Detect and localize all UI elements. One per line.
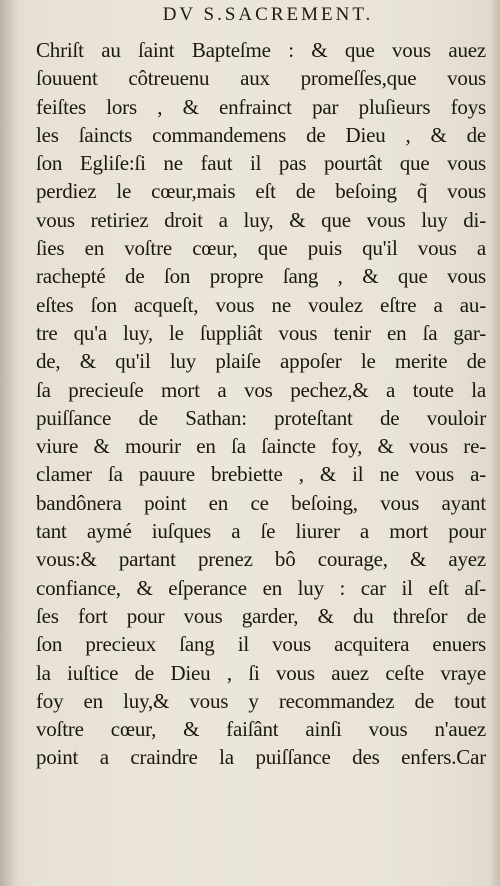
body-text [36, 36, 486, 772]
text-line: les ſaincts commandemens de Dieu , & de [36, 122, 486, 147]
text-line: ſon Egliſe:ſi ne faut il pas pourtât que vous [36, 151, 486, 176]
text-line: perdiez le cœur,mais eſt de beſoing q̃ vous [36, 179, 486, 204]
text-line: la iuſtice de Dieu , ſi vous auez ceſte vraye [36, 660, 486, 685]
text-line: clamer ſa pauure brebiette , & il ne vous a- [36, 462, 486, 487]
text-line: ſies en voſtre cœur, que puis qu'il vous a [36, 236, 486, 261]
text-line: ſouuent côtreuenu aux promeſſes,que vous [36, 66, 486, 91]
text-line: viure & mourir en ſa ſaincte foy, & vous re- [36, 434, 486, 459]
text-line: bandônera point en ce beſoing, vous ayant [36, 490, 486, 515]
text-line: Chriſt au ſaint Bapteſme : & que vous auez [36, 38, 486, 62]
text-line: ſa precieuſe mort a vos pechez,& a toute la [36, 377, 486, 402]
page-edge-shadow [490, 0, 500, 886]
text-line: puiſſance de Sathan: proteſtant de vouloir [36, 405, 486, 430]
text-line: voſtre cœur, & faiſânt ainſi vous n'auez [36, 717, 486, 742]
text-line: ſon precieux ſang il vous acquitera enuers [36, 632, 486, 657]
text-line: foy en luy,& vous y recommandez de tout [36, 688, 486, 713]
text-line: point a craindre la puiſſance des enfers.Car [36, 745, 486, 770]
gutter-shadow [0, 0, 18, 886]
text-line: eſtes ſon acqueſt, vous ne voulez eſtre a au- [36, 292, 486, 317]
text-line: tre qu'a luy, le ſuppliât vous tenir en ſa gar- [36, 320, 486, 345]
text-line: vous retiriez droit a luy, & que vous luy di- [36, 207, 486, 232]
text-line: confiance, & eſperance en luy : car il eſt aſ- [36, 575, 486, 600]
running-head: DV S.SACREMENT. [162, 4, 374, 25]
text-line: feiſtes lors , & enfrainct par pluſieurs foys [36, 94, 486, 119]
text-line: rachepté de ſon propre ſang , & que vous [36, 264, 486, 289]
text-line: tant aymé iuſques a ſe liurer a mort pour [36, 519, 486, 544]
text-line: ſes fort pour vous garder, & du threſor de [36, 603, 486, 628]
text-line: de, & qu'il luy plaiſe appoſer le merite de [36, 349, 486, 374]
text-line: vous:& partant prenez bô courage, & ayez [36, 547, 486, 572]
